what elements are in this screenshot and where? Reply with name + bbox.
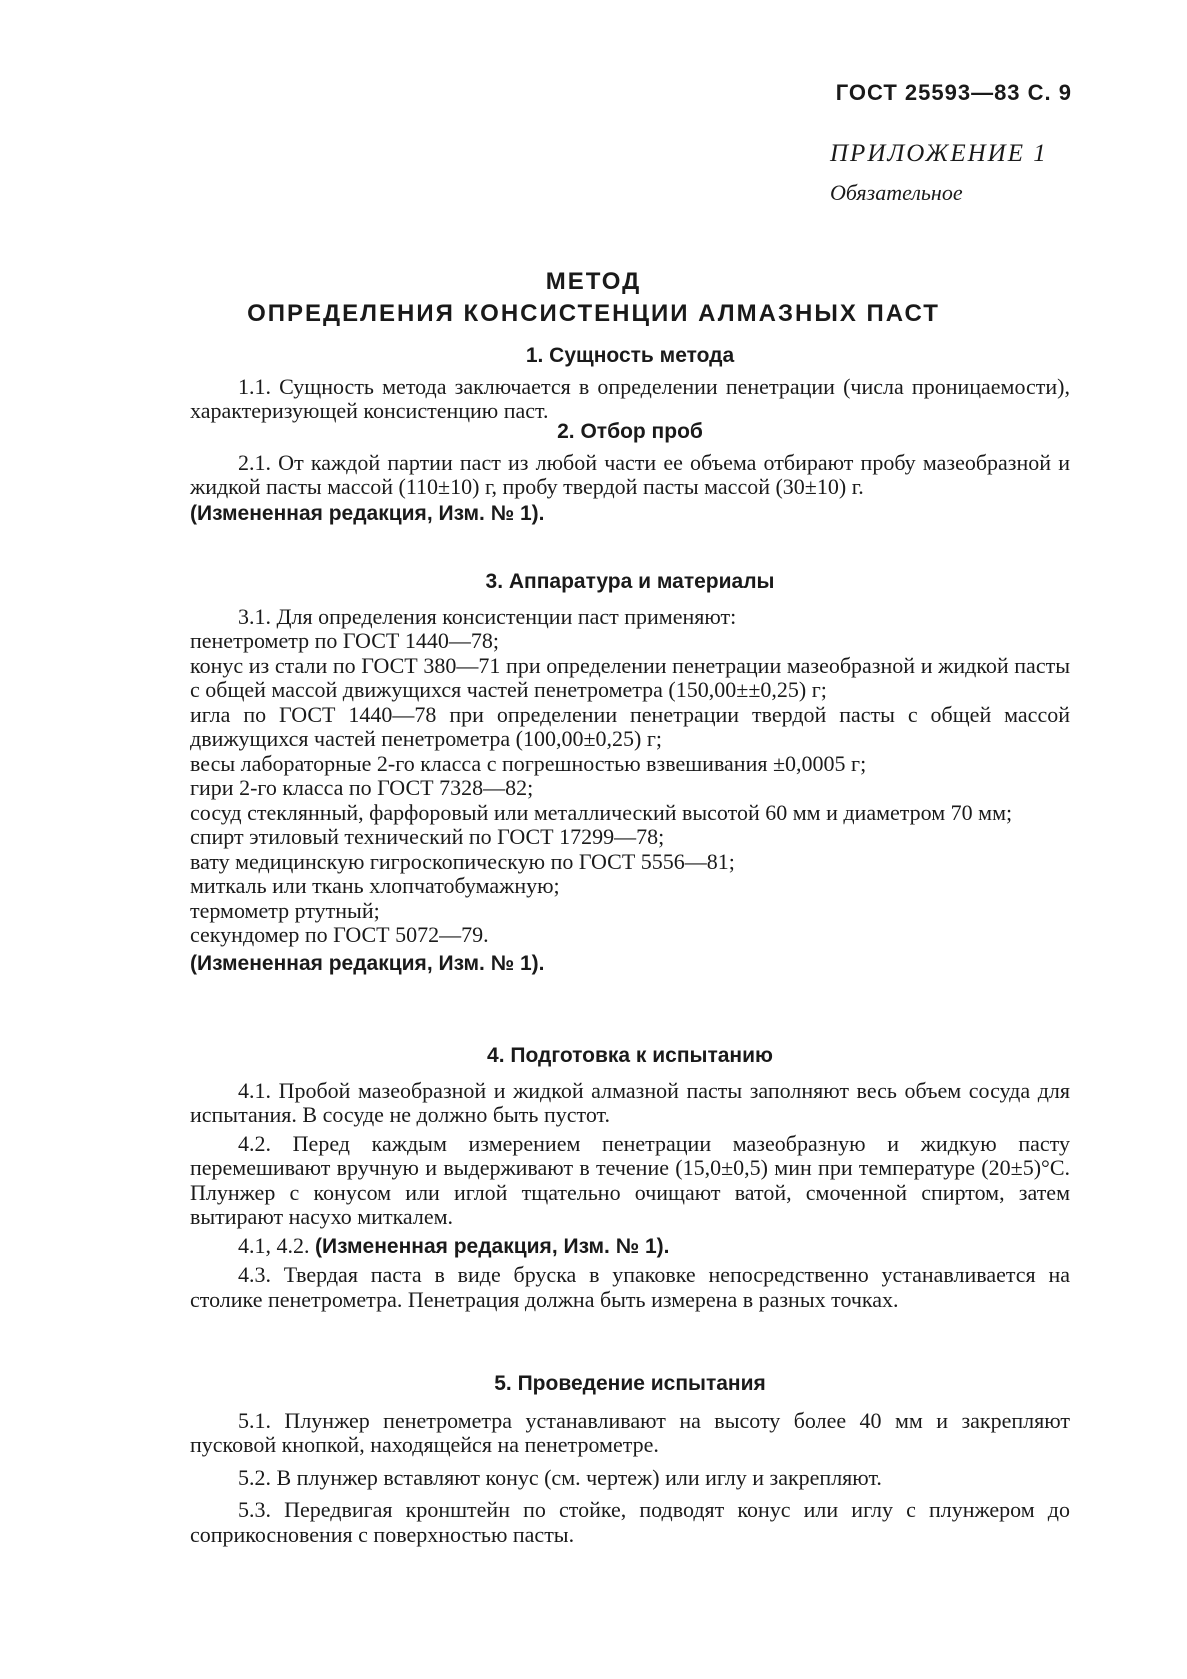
section-4-heading: 4. Подготовка к испытанию bbox=[487, 1044, 773, 1067]
equipment-item: термометр ртутный; bbox=[190, 897, 380, 923]
paragraph-5-1: 5.1. Плунжер пенетрометра устанавливают на высоту более 40 мм и закрепляют пусковой кнопкой, находящейся на пенетрометре. bbox=[190, 1407, 1070, 1457]
amendment-note-4-text: (Измененная редакция, Изм. № 1). bbox=[315, 1234, 670, 1258]
section-2 bbox=[190, 420, 1070, 526]
appendix-status: Обязательное bbox=[830, 180, 963, 205]
equipment-item: миткаль или ткань хлопчатобумажную; bbox=[190, 873, 560, 898]
equipment-item: гири 2-го класса по ГОСТ 7328—82; bbox=[190, 775, 534, 800]
paragraph-2-1: 2.1. От каждой партии паст из любой части ее объема отбирают пробу мазеобразной и жидкой пасты массой (110±10) г, пробу твердой пасты массой (30±10) г. bbox=[190, 449, 1070, 499]
section-2-heading: 2. Отбор проб bbox=[557, 420, 703, 443]
paragraph-5-3: 5.3. Передвигая кронштейн по стойке, подводят конус или иглу с плунжером до соприкосновения с поверхностью пасты. bbox=[190, 1497, 1070, 1547]
section-5-heading: 5. Проведение испытания bbox=[494, 1372, 766, 1395]
amendment-note-4 bbox=[190, 1234, 1070, 1260]
amendment-note-2: (Измененная редакция, Изм. № 1). bbox=[190, 501, 545, 525]
equipment-item: игла по ГОСТ 1440—78 при определении пенетрации твердой пасты с общей массой движущихся частей пенетрометра (100,00±0,25) г; bbox=[190, 701, 1070, 751]
equipment-item: секундомер по ГОСТ 5072—79. bbox=[190, 922, 489, 947]
paragraph-3-1: 3.1. Для определения консистенции паст применяют: bbox=[238, 603, 737, 629]
section-1 bbox=[190, 344, 1070, 424]
equipment-item: пенетрометр по ГОСТ 1440—78; bbox=[190, 628, 499, 653]
amendment-note-3: (Измененная редакция, Изм. № 1). bbox=[190, 951, 545, 975]
equipment-item: конус из стали по ГОСТ 380—71 при определении пенетрации мазеобразной и жидкой пасты с общей массой движущихся частей пенетрометра (150,00±±0,25) г; bbox=[190, 652, 1070, 702]
document-title-line2: ОПРЕДЕЛЕНИЯ КОНСИСТЕНЦИИ АЛМАЗНЫХ ПАСТ bbox=[247, 300, 940, 327]
equipment-item: спирт этиловый технический по ГОСТ 17299—78; bbox=[190, 824, 665, 849]
section-4 bbox=[190, 1044, 1070, 1312]
section-3-heading: 3. Аппаратура и материалы bbox=[485, 570, 775, 593]
document-title-line1: МЕТОД bbox=[545, 268, 642, 295]
paragraph-1-1: 1.1. Сущность метода заключается в определении пенетрации (числа проницаемости), характеризующей консистенцию паст. bbox=[190, 373, 1070, 423]
equipment-item: сосуд стеклянный, фарфоровый или металлический высотой 60 мм и диаметром 70 мм; bbox=[190, 799, 1013, 825]
paragraph-4-3: 4.3. Твердая паста в виде бруска в упаковке непосредственно устанавливается на столике пенетрометра. Пенетрация должна быть измерена в разных точках. bbox=[190, 1262, 1070, 1312]
paragraph-4-2: 4.2. Перед каждым измерением пенетрации мазеобразную и жидкую пасту перемешивают вручную и выдерживают в течение (15,0±0,5) мин при температуре (20±5)°С. Плунжер с конусом или иглой тщательно очищают ватой, смоченной спиртом, затем вытирают насухо миткалем. bbox=[190, 1130, 1070, 1229]
equipment-item: весы лабораторные 2-го класса с погрешностью взвешивания ±0,0005 г; bbox=[190, 750, 867, 776]
section-3 bbox=[190, 570, 1070, 976]
appendix-label: ПРИЛОЖЕНИЕ 1 bbox=[830, 140, 1048, 167]
section-5 bbox=[190, 1372, 1070, 1547]
section-1-heading: 1. Сущность метода bbox=[525, 344, 735, 367]
running-header: ГОСТ 25593—83 С. 9 bbox=[835, 80, 1072, 105]
amendment-note-4-ref: 4.1, 4.2. bbox=[238, 1232, 310, 1258]
equipment-item: вату медицинскую гигроскопическую по ГОСТ 5556—81; bbox=[190, 848, 735, 874]
paragraph-4-1: 4.1. Пробой мазеобразной и жидкой алмазной пасты заполняют весь объем сосуда для испытания. В сосуде не должно быть пустот. bbox=[190, 1077, 1070, 1127]
paragraph-5-2: 5.2. В плунжер вставляют конус (см. чертеж) или иглу и закрепляют. bbox=[238, 1464, 882, 1490]
